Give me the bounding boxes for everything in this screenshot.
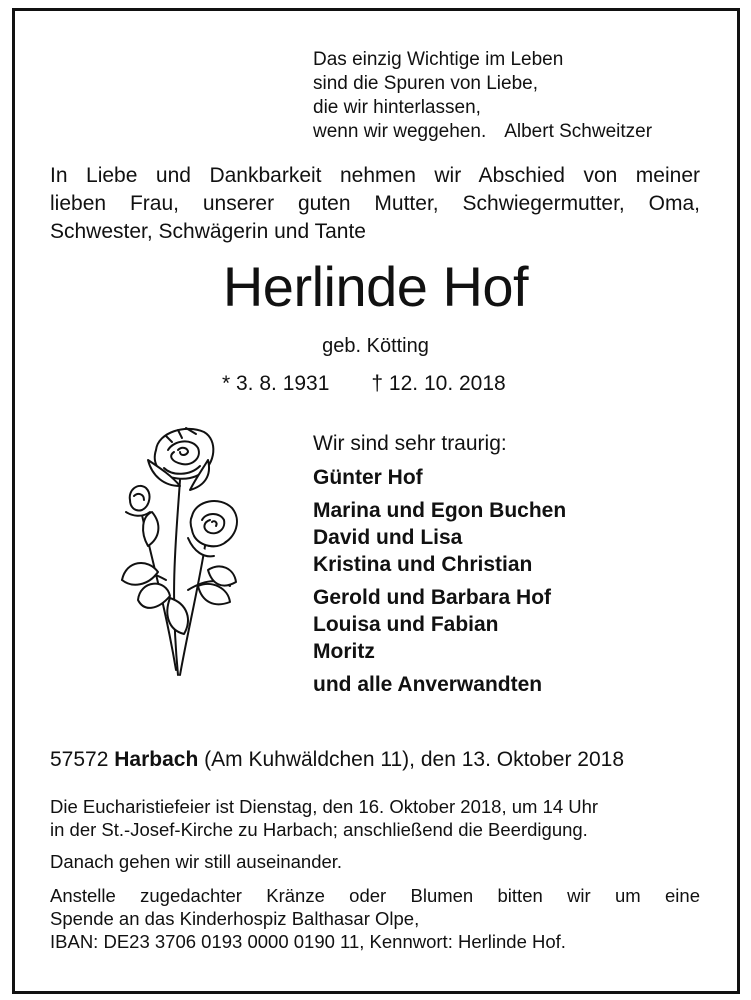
rose-bloom-middle — [188, 501, 237, 556]
parting-line: Danach gehen wir still auseinander. — [50, 851, 343, 872]
death-date: † 12. 10. 2018 — [371, 372, 506, 395]
intro-text — [50, 162, 700, 246]
deceased-name: Herlinde Hof — [222, 255, 529, 318]
mourner-name: Günter Hof — [313, 466, 423, 489]
intro-line: In Liebe und Dankbarkeit nehmen wir Abschied von meiner — [50, 164, 700, 187]
intro-line: lieben Frau, unserer guten Mutter, Schwiegermutter, Oma, — [50, 192, 700, 215]
donation-line: Anstelle zugedachter Kränze oder Blumen bitten wir um eine — [50, 885, 700, 906]
mourner-name: Moritz — [313, 640, 375, 663]
mourners-intro: Wir sind sehr traurig: — [313, 432, 507, 455]
rose-illustration — [108, 420, 248, 690]
donation-line: Spende an das Kinderhospiz Balthasar Olpe, — [50, 908, 420, 929]
quote-last-line — [313, 120, 652, 144]
parting-notice — [50, 850, 700, 873]
quote-line: wenn wir weggehen. — [313, 121, 487, 142]
mourner-name: Kristina und Christian — [313, 553, 533, 576]
mourner-name: Gerold und Barbara Hof — [313, 586, 552, 609]
mourner-name: David und Lisa — [313, 526, 463, 549]
donation-line: IBAN: DE23 3706 0193 0000 0190 11, Kennwort: Herlinde Hof. — [50, 931, 566, 952]
intro-line: Schwester, Schwägerin und Tante — [50, 220, 366, 243]
mourner-name: Marina und Egon Buchen — [313, 499, 567, 522]
quote-author: Albert Schweitzer — [504, 121, 653, 142]
address-date: (Am Kuhwäldchen 11), den 13. Oktober 2018 — [204, 748, 624, 771]
town: Harbach — [114, 748, 199, 771]
mass-line: Die Eucharistiefeier ist Dienstag, den 16. Oktober 2018, um 14 Uhr — [50, 796, 599, 817]
mourner-group — [313, 671, 566, 698]
mourner-name: Louisa und Fabian — [313, 613, 499, 636]
quote — [313, 48, 652, 144]
quote-line: sind die Spuren von Liebe, — [313, 73, 538, 94]
mass-line: in der St.-Josef-Kirche zu Harbach; anschließend die Beerdigung. — [50, 819, 588, 840]
quote-line: die wir hinterlassen, — [313, 97, 481, 118]
mourner-group — [313, 497, 566, 578]
rose-bud — [126, 486, 150, 516]
mourners-list — [313, 430, 566, 704]
donation-notice — [50, 884, 700, 953]
quote-line: Das einzig Wichtige im Leben — [313, 49, 564, 70]
mourner-group — [313, 464, 566, 491]
mourner-name: und alle Anverwandten — [313, 673, 543, 696]
life-dates — [222, 371, 506, 397]
birth-name: geb. Kötting — [322, 335, 429, 357]
mass-notice — [50, 795, 700, 841]
mourner-group — [313, 584, 566, 665]
birth-date: * 3. 8. 1931 — [222, 372, 330, 395]
place-and-date — [50, 746, 624, 774]
postcode: 57572 — [50, 748, 109, 771]
